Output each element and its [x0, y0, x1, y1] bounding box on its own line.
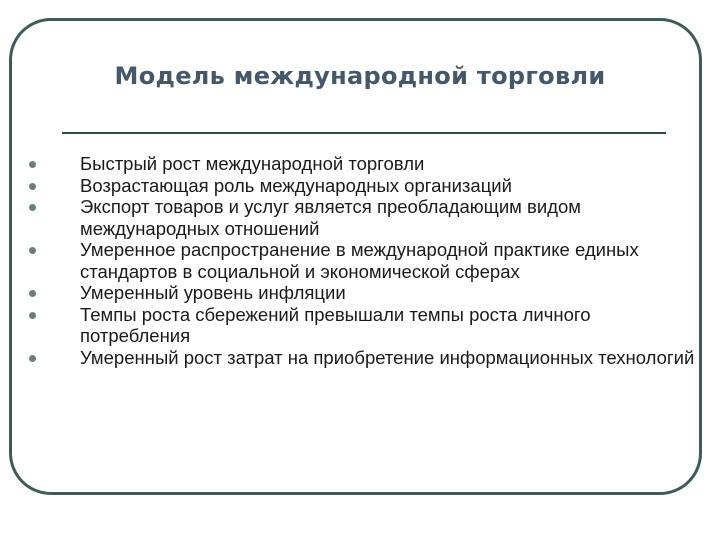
- bullet-icon: [29, 204, 36, 211]
- list-item: [28, 282, 698, 304]
- list-item: [28, 304, 698, 347]
- list-item-text: Возрастающая роль международных организаций: [80, 174, 512, 196]
- list-item: [28, 239, 698, 282]
- list-item-text: Умеренный рост затрат на приобретение информационных технологий: [80, 346, 695, 368]
- list-item: [28, 196, 698, 239]
- list-item: [28, 153, 698, 175]
- title-divider: [62, 132, 666, 134]
- list-item-text: Экспорт товаров и услуг является преобладающим видом международных отношений: [80, 196, 582, 239]
- list-item-text: Темпы роста сбережений превышали темпы роста личного потребления: [80, 303, 591, 346]
- list-item-text: Умеренный уровень инфляции: [80, 282, 346, 303]
- bullet-icon: [29, 355, 36, 362]
- list-item: [28, 175, 698, 197]
- list-item-text: Умеренное распространение в международной практике единых стандартов в социальной и экономической сферах: [80, 239, 639, 282]
- bullet-list: [28, 153, 698, 368]
- bullet-icon: [29, 183, 36, 190]
- bullet-icon: [29, 161, 36, 168]
- list-item: [28, 347, 698, 369]
- bullet-icon: [29, 290, 36, 297]
- bullet-icon: [29, 247, 36, 254]
- bullet-icon: [29, 312, 36, 319]
- list-item-text: Быстрый рост международной торговли: [80, 153, 425, 174]
- slide-title: Модель международной торговли: [114, 62, 606, 90]
